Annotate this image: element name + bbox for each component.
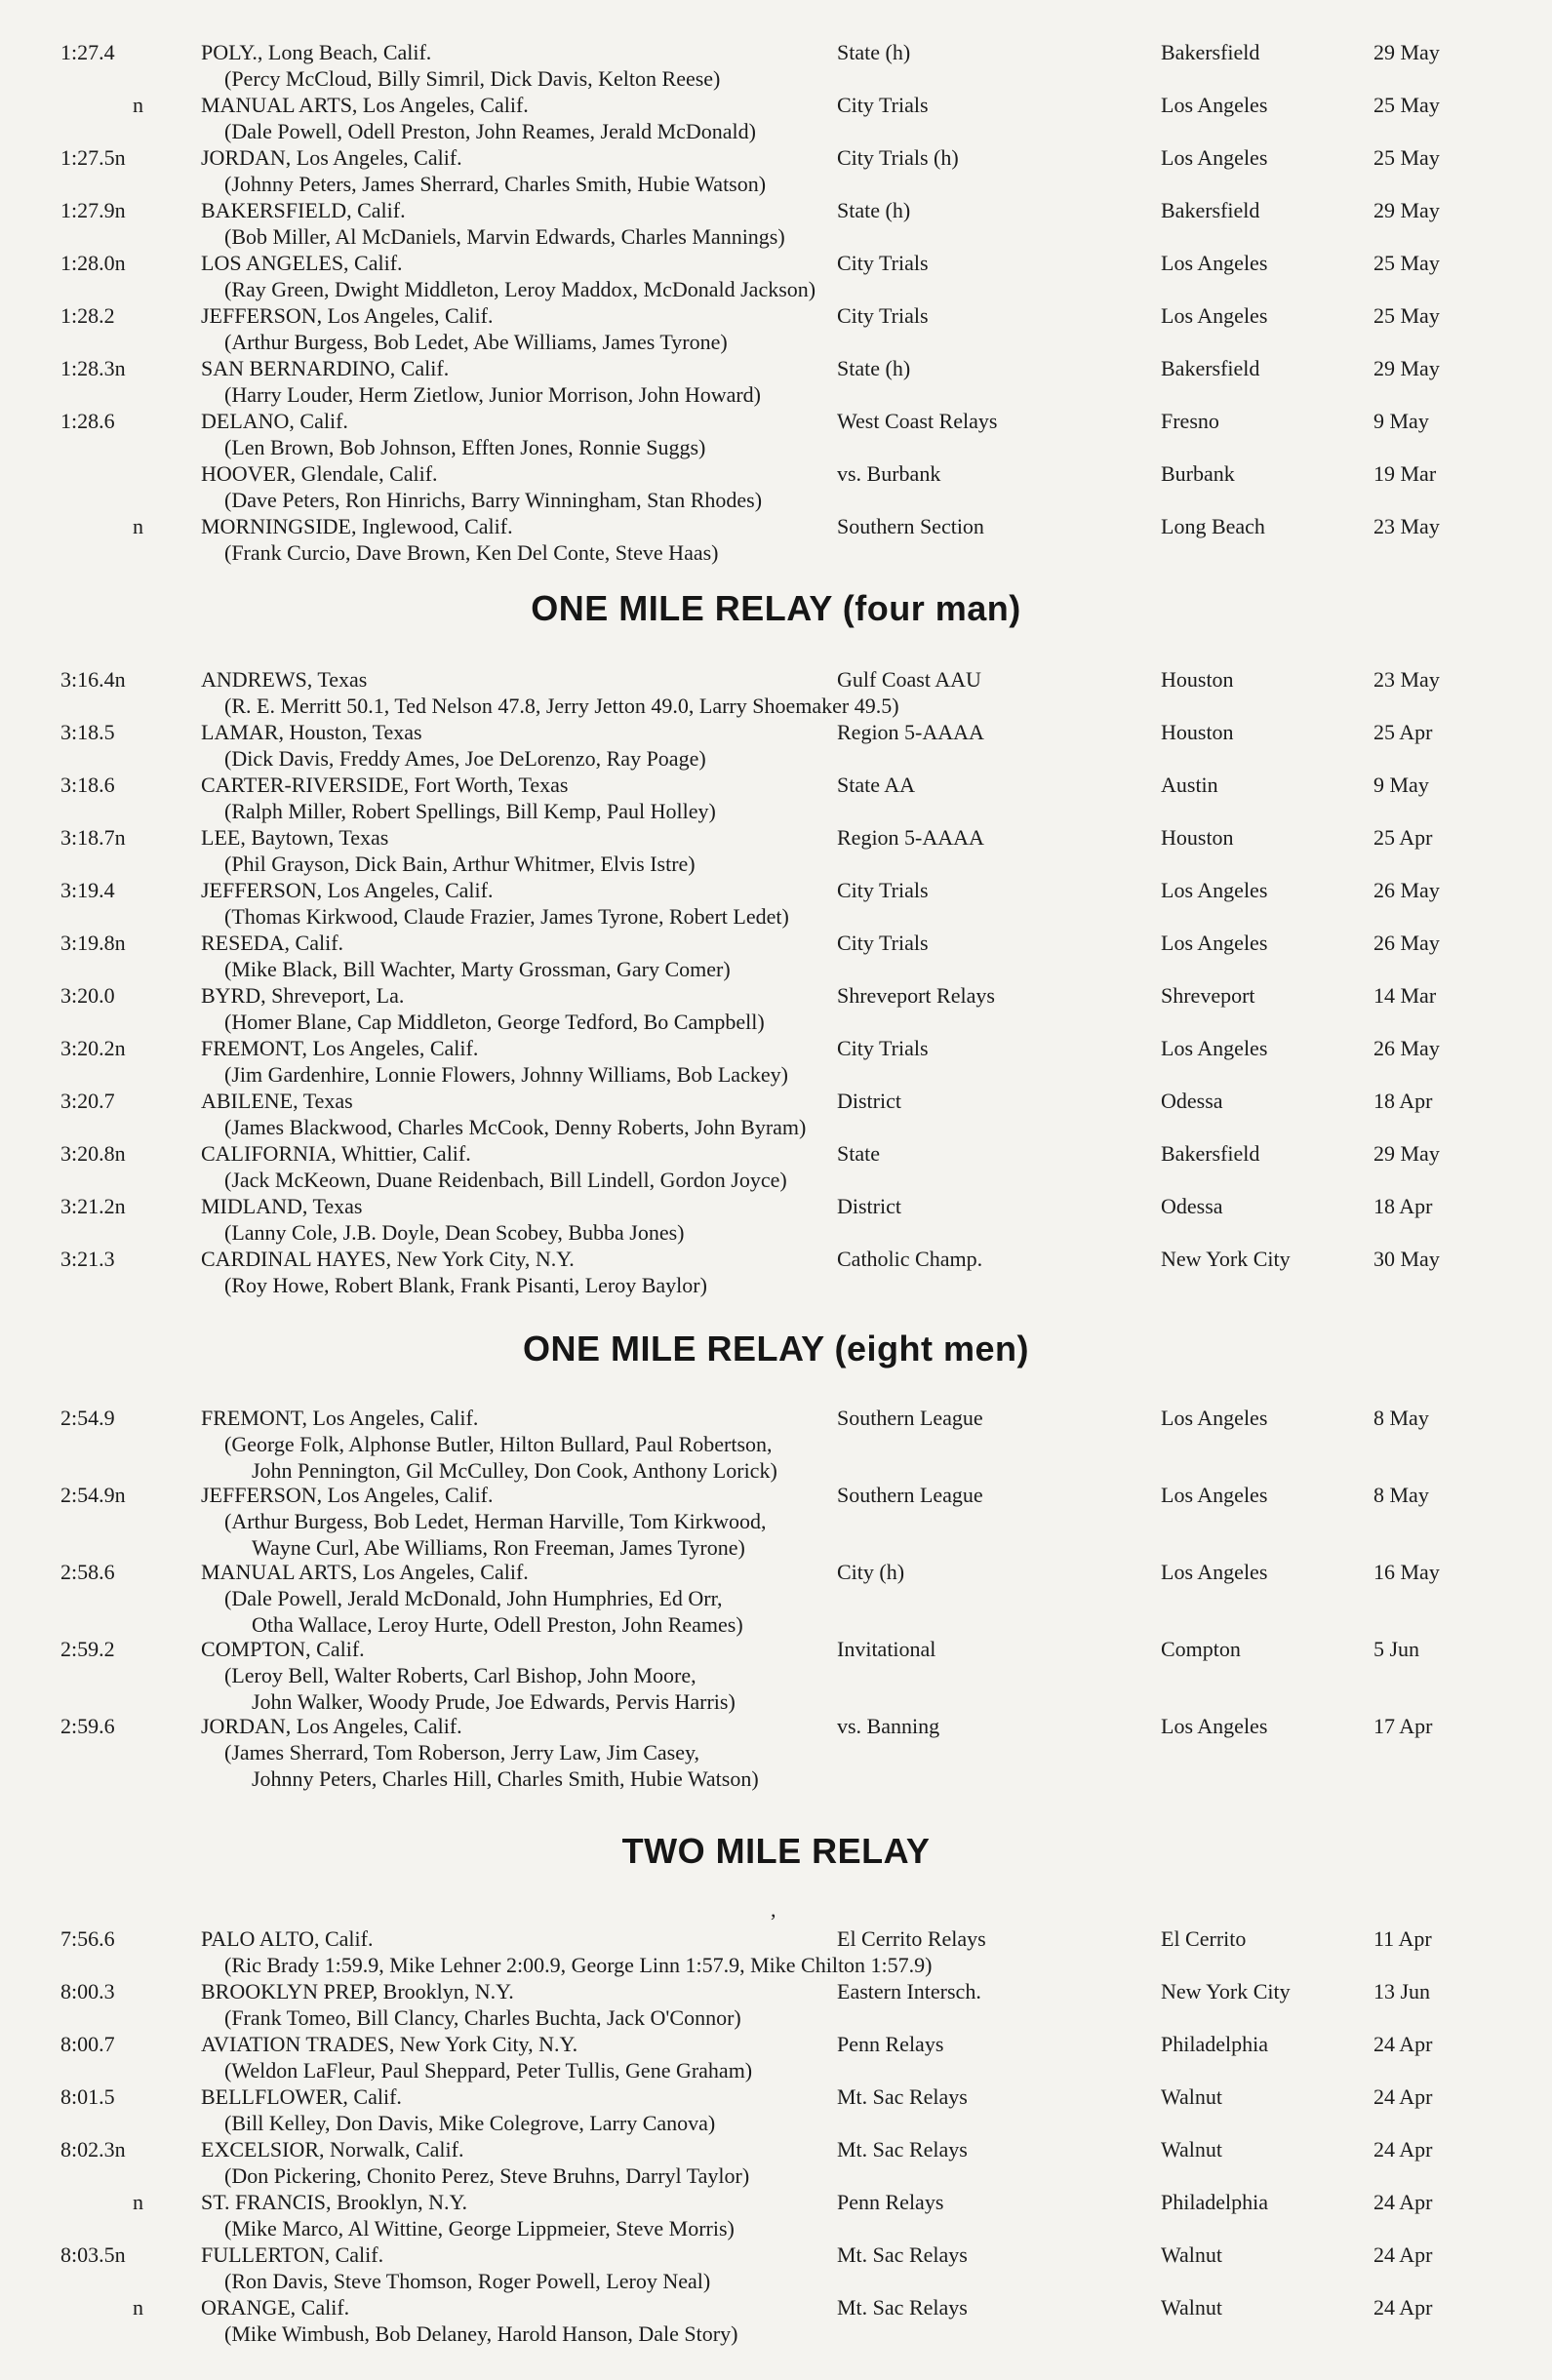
team-members: (Mike Black, Bill Wachter, Marty Grossman, Gary Comer) xyxy=(224,957,731,981)
meet-name: City Trials xyxy=(837,93,929,117)
team-members: (Bill Kelley, Don Davis, Mike Colegrove, Larry Canova) xyxy=(224,2111,716,2135)
time-mark: 3:18.7n xyxy=(60,825,126,850)
meet-name: Penn Relays xyxy=(837,2190,944,2214)
meet-name: Eastern Intersch. xyxy=(837,1979,981,2003)
meet-city: Odessa xyxy=(1161,1194,1223,1218)
meet-date: 16 May xyxy=(1373,1560,1440,1584)
meet-city: Odessa xyxy=(1161,1089,1223,1113)
relay-entry xyxy=(0,666,1552,719)
meet-city: Philadelphia xyxy=(1161,2032,1268,2056)
school-name: SAN BERNARDINO, Calif. xyxy=(201,356,450,380)
time-mark: 8:00.7 xyxy=(60,2032,115,2056)
meet-date: 25 May xyxy=(1373,251,1440,275)
time-mark: 3:19.4 xyxy=(60,878,115,902)
meet-date: 19 Mar xyxy=(1373,461,1437,486)
team-members: (Ric Brady 1:59.9, Mike Lehner 2:00.9, George Linn 1:57.9, Mike Chilton 1:57.9) xyxy=(224,1953,933,1977)
meet-name: City (h) xyxy=(837,1560,905,1584)
meet-date: 18 Apr xyxy=(1373,1194,1433,1218)
meet-city: New York City xyxy=(1161,1247,1291,1271)
time-mark: 1:28.0n xyxy=(60,251,126,275)
team-members: (Ray Green, Dwight Middleton, Leroy Maddox, McDonald Jackson) xyxy=(224,277,816,301)
meet-date: 8 May xyxy=(1373,1406,1429,1430)
meet-date: 24 Apr xyxy=(1373,2295,1433,2320)
meet-date: 25 Apr xyxy=(1373,825,1433,850)
team-members: (George Folk, Alphonse Butler, Hilton Bullard, Paul Robertson, xyxy=(224,1432,773,1456)
time-mark: 2:54.9 xyxy=(60,1406,115,1430)
meet-date: 26 May xyxy=(1373,931,1440,955)
meet-date: 29 May xyxy=(1373,1141,1440,1166)
team-members: (Arthur Burgess, Bob Ledet, Abe Williams, James Tyrone) xyxy=(224,330,728,354)
meet-name: Southern League xyxy=(837,1406,983,1430)
relay-entry xyxy=(0,1140,1552,1193)
team-members: (Dick Davis, Freddy Ames, Joe DeLorenzo, Ray Poage) xyxy=(224,746,706,771)
team-members: (Don Pickering, Chonito Perez, Steve Bruhns, Darryl Taylor) xyxy=(224,2163,750,2188)
meet-city: Walnut xyxy=(1161,2242,1222,2267)
school-name: ANDREWS, Texas xyxy=(201,667,368,692)
relay-entry xyxy=(0,719,1552,772)
meet-name: Southern Section xyxy=(837,514,984,538)
relay-entry xyxy=(0,824,1552,877)
relay-entry xyxy=(0,302,1552,355)
meet-city: Los Angeles xyxy=(1161,1036,1268,1060)
section-heading: ONE MILE RELAY (eight men) xyxy=(522,1329,1030,1368)
meet-date: 13 Jun xyxy=(1373,1979,1431,2003)
team-members: (Frank Curcio, Dave Brown, Ken Del Conte, Steve Haas) xyxy=(224,540,719,565)
meet-city: Compton xyxy=(1161,1637,1241,1661)
relay-entry xyxy=(0,2189,1552,2241)
meet-city: Los Angeles xyxy=(1161,303,1268,328)
meet-date: 24 Apr xyxy=(1373,2084,1433,2109)
team-members: (Mike Marco, Al Wittine, George Lippmeier, Steve Morris) xyxy=(224,2216,735,2241)
team-members: (Lanny Cole, J.B. Doyle, Dean Scobey, Bubba Jones) xyxy=(224,1220,685,1245)
meet-city: Burbank xyxy=(1161,461,1235,486)
relay-entry xyxy=(0,1482,1552,1561)
time-mark: 3:20.8n xyxy=(60,1141,126,1166)
meet-name: Region 5-AAAA xyxy=(837,720,984,744)
meet-name: State (h) xyxy=(837,198,911,222)
meet-name: District xyxy=(837,1194,901,1218)
relay-entry xyxy=(0,2136,1552,2189)
time-mark: 3:16.4n xyxy=(60,667,126,692)
relay-entry xyxy=(0,197,1552,250)
meet-name: vs. Banning xyxy=(837,1714,940,1738)
meet-name: City Trials xyxy=(837,1036,929,1060)
relay-entry xyxy=(0,877,1552,930)
school-name: LEE, Baytown, Texas xyxy=(201,825,389,850)
relay-entry xyxy=(0,930,1552,982)
meet-date: 24 Apr xyxy=(1373,2032,1433,2056)
time-mark: 3:20.2n xyxy=(60,1036,126,1060)
relay-entry xyxy=(0,408,1552,460)
relay-entry xyxy=(0,250,1552,302)
time-mark: 1:27.9n xyxy=(60,198,126,222)
meet-name: State (h) xyxy=(837,40,911,64)
school-name: CARDINAL HAYES, New York City, N.Y. xyxy=(201,1247,575,1271)
meet-city: Bakersfield xyxy=(1161,1141,1260,1166)
stray-mark: , xyxy=(771,1897,776,1922)
meet-name: State xyxy=(837,1141,880,1166)
team-members: Johnny Peters, Charles Hill, Charles Smith, Hubie Watson) xyxy=(252,1766,759,1791)
meet-name: El Cerrito Relays xyxy=(837,1926,986,1951)
relay-entry xyxy=(0,355,1552,408)
relay-entry xyxy=(0,2083,1552,2136)
relay-entry xyxy=(0,1246,1552,1298)
meet-name: Catholic Champ. xyxy=(837,1247,983,1271)
meet-city: Los Angeles xyxy=(1161,878,1268,902)
meet-city: Walnut xyxy=(1161,2137,1222,2162)
team-members: (Dale Powell, Odell Preston, John Reames, Jerald McDonald) xyxy=(224,119,756,143)
meet-name: Mt. Sac Relays xyxy=(837,2242,968,2267)
meet-name: Mt. Sac Relays xyxy=(837,2137,968,2162)
team-members: (Leroy Bell, Walter Roberts, Carl Bishop, John Moore, xyxy=(224,1663,696,1687)
meet-name: Invitational xyxy=(837,1637,936,1661)
meet-city: Houston xyxy=(1161,825,1234,850)
relay-entry xyxy=(0,1035,1552,1088)
meet-city: Houston xyxy=(1161,667,1234,692)
team-members: (Homer Blane, Cap Middleton, George Tedford, Bo Campbell) xyxy=(224,1010,765,1034)
meet-date: 14 Mar xyxy=(1373,983,1437,1008)
meet-city: El Cerrito xyxy=(1161,1926,1247,1951)
time-mark: 3:20.0 xyxy=(60,983,115,1008)
meet-city: New York City xyxy=(1161,1979,1291,2003)
school-name: BAKERSFIELD, Calif. xyxy=(201,198,406,222)
meet-city: Long Beach xyxy=(1161,514,1265,538)
meet-name: Shreveport Relays xyxy=(837,983,995,1008)
school-name: FULLERTON, Calif. xyxy=(201,2242,384,2267)
relay-entry xyxy=(0,460,1552,513)
section-heading: TWO MILE RELAY xyxy=(621,1831,931,1871)
relay-entry xyxy=(0,144,1552,197)
meet-date: 9 May xyxy=(1373,409,1429,433)
relay-entry xyxy=(0,1978,1552,2031)
team-members: (Dale Powell, Jerald McDonald, John Humphries, Ed Orr, xyxy=(224,1586,723,1610)
team-members: John Pennington, Gil McCulley, Don Cook, Anthony Lorick) xyxy=(252,1458,777,1483)
meet-city: Austin xyxy=(1161,773,1218,797)
time-mark: n xyxy=(133,2295,143,2320)
school-name: BELLFLOWER, Calif. xyxy=(201,2084,402,2109)
meet-city: Los Angeles xyxy=(1161,93,1268,117)
meet-date: 24 Apr xyxy=(1373,2242,1433,2267)
meet-city: Los Angeles xyxy=(1161,1406,1268,1430)
relay-entry xyxy=(0,1636,1552,1715)
meet-date: 17 Apr xyxy=(1373,1714,1433,1738)
relay-entry xyxy=(0,772,1552,824)
time-mark: 8:01.5 xyxy=(60,2084,115,2109)
time-mark: 3:19.8n xyxy=(60,931,126,955)
team-members: (Len Brown, Bob Johnson, Efften Jones, Ronnie Suggs) xyxy=(224,435,706,459)
relay-entry xyxy=(0,39,1552,92)
meet-date: 25 May xyxy=(1373,303,1440,328)
time-mark: 2:59.6 xyxy=(60,1714,115,1738)
meet-date: 25 May xyxy=(1373,145,1440,170)
team-members: (Ralph Miller, Robert Spellings, Bill Kemp, Paul Holley) xyxy=(224,799,716,823)
time-mark: n xyxy=(133,93,143,117)
meet-city: Los Angeles xyxy=(1161,1560,1268,1584)
meet-name: Mt. Sac Relays xyxy=(837,2295,968,2320)
relay-entry xyxy=(0,1925,1552,1978)
team-members: John Walker, Woody Prude, Joe Edwards, Pervis Harris) xyxy=(252,1689,736,1714)
school-name: ST. FRANCIS, Brooklyn, N.Y. xyxy=(201,2190,468,2214)
meet-city: Walnut xyxy=(1161,2084,1222,2109)
time-mark: 8:02.3n xyxy=(60,2137,126,2162)
meet-date: 25 Apr xyxy=(1373,720,1433,744)
school-name: JEFFERSON, Los Angeles, Calif. xyxy=(201,1483,494,1507)
meet-name: State AA xyxy=(837,773,916,797)
meet-date: 26 May xyxy=(1373,878,1440,902)
relay-entry xyxy=(0,2294,1552,2347)
meet-name: Penn Relays xyxy=(837,2032,944,2056)
time-mark: n xyxy=(133,514,143,538)
relay-entry xyxy=(0,92,1552,144)
meet-name: Region 5-AAAA xyxy=(837,825,984,850)
team-members: (Thomas Kirkwood, Claude Frazier, James Tyrone, Robert Ledet) xyxy=(224,904,789,929)
meet-name: Gulf Coast AAU xyxy=(837,667,981,692)
team-members: (Johnny Peters, James Sherrard, Charles Smith, Hubie Watson) xyxy=(224,172,767,196)
meet-date: 30 May xyxy=(1373,1247,1440,1271)
meet-name: City Trials xyxy=(837,303,929,328)
school-name: ORANGE, Calif. xyxy=(201,2295,350,2320)
school-name: ABILENE, Texas xyxy=(201,1089,353,1113)
school-name: MORNINGSIDE, Inglewood, Calif. xyxy=(201,514,513,538)
section-heading: ONE MILE RELAY (four man) xyxy=(531,588,1021,628)
meet-city: Los Angeles xyxy=(1161,145,1268,170)
meet-name: West Coast Relays xyxy=(837,409,998,433)
meet-city: Bakersfield xyxy=(1161,198,1260,222)
meet-city: Los Angeles xyxy=(1161,251,1268,275)
team-members: (Roy Howe, Robert Blank, Frank Pisanti, Leroy Baylor) xyxy=(224,1273,707,1297)
school-name: JEFFERSON, Los Angeles, Calif. xyxy=(201,878,494,902)
meet-city: Los Angeles xyxy=(1161,931,1268,955)
meet-date: 29 May xyxy=(1373,198,1440,222)
meet-name: City Trials xyxy=(837,251,929,275)
meet-date: 25 May xyxy=(1373,93,1440,117)
team-members: (Bob Miller, Al McDaniels, Marvin Edwards, Charles Mannings) xyxy=(224,224,785,249)
school-name: LAMAR, Houston, Texas xyxy=(201,720,422,744)
team-members: (James Sherrard, Tom Roberson, Jerry Law, Jim Casey, xyxy=(224,1740,700,1765)
relay-entry xyxy=(0,2031,1552,2083)
team-members: (Arthur Burgess, Bob Ledet, Herman Harville, Tom Kirkwood, xyxy=(224,1509,767,1533)
time-mark: 2:58.6 xyxy=(60,1560,115,1584)
meet-name: City Trials xyxy=(837,878,929,902)
school-name: FREMONT, Los Angeles, Calif. xyxy=(201,1406,479,1430)
time-mark: 8:03.5n xyxy=(60,2242,126,2267)
team-members: (Percy McCloud, Billy Simril, Dick Davis, Kelton Reese) xyxy=(224,66,721,91)
meet-date: 24 Apr xyxy=(1373,2137,1433,2162)
time-mark: 2:54.9n xyxy=(60,1483,126,1507)
school-name: POLY., Long Beach, Calif. xyxy=(201,40,432,64)
meet-city: Los Angeles xyxy=(1161,1483,1268,1507)
time-mark: 1:28.6 xyxy=(60,409,115,433)
school-name: PALO ALTO, Calif. xyxy=(201,1926,374,1951)
meet-date: 11 Apr xyxy=(1373,1926,1432,1951)
meet-city: Walnut xyxy=(1161,2295,1222,2320)
meet-city: Bakersfield xyxy=(1161,40,1260,64)
school-name: MIDLAND, Texas xyxy=(201,1194,363,1218)
school-name: LOS ANGELES, Calif. xyxy=(201,251,403,275)
meet-date: 29 May xyxy=(1373,356,1440,380)
team-members: (Mike Wimbush, Bob Delaney, Harold Hanson, Dale Story) xyxy=(224,2321,738,2346)
team-members: (Jack McKeown, Duane Reidenbach, Bill Lindell, Gordon Joyce) xyxy=(224,1168,787,1192)
team-members: (Weldon LaFleur, Paul Sheppard, Peter Tullis, Gene Graham) xyxy=(224,2058,753,2082)
school-name: FREMONT, Los Angeles, Calif. xyxy=(201,1036,479,1060)
time-mark: 3:18.6 xyxy=(60,773,115,797)
meet-name: State (h) xyxy=(837,356,911,380)
school-name: RESEDA, Calif. xyxy=(201,931,344,955)
relay-entry xyxy=(0,513,1552,566)
team-members: (Frank Tomeo, Bill Clancy, Charles Buchta, Jack O'Connor) xyxy=(224,2005,741,2030)
meet-city: Philadelphia xyxy=(1161,2190,1268,2214)
meet-date: 8 May xyxy=(1373,1483,1429,1507)
time-mark: 1:27.4 xyxy=(60,40,115,64)
school-name: AVIATION TRADES, New York City, N.Y. xyxy=(201,2032,578,2056)
time-mark: n xyxy=(133,2190,143,2214)
meet-date: 26 May xyxy=(1373,1036,1440,1060)
school-name: DELANO, Calif. xyxy=(201,409,348,433)
school-name: JEFFERSON, Los Angeles, Calif. xyxy=(201,303,494,328)
meet-date: 18 Apr xyxy=(1373,1089,1433,1113)
relay-entry xyxy=(0,982,1552,1035)
team-members: (Dave Peters, Ron Hinrichs, Barry Winningham, Stan Rhodes) xyxy=(224,488,763,512)
meet-date: 23 May xyxy=(1373,667,1440,692)
school-name: BROOKLYN PREP, Brooklyn, N.Y. xyxy=(201,1979,514,2003)
time-mark: 3:18.5 xyxy=(60,720,115,744)
relay-entry xyxy=(0,1713,1552,1792)
meet-name: City Trials (h) xyxy=(837,145,959,170)
team-members: (Phil Grayson, Dick Bain, Arthur Whitmer, Elvis Istre) xyxy=(224,852,696,876)
relay-entry xyxy=(0,2241,1552,2294)
meet-name: District xyxy=(837,1089,901,1113)
team-members: (R. E. Merritt 50.1, Ted Nelson 47.8, Jerry Jetton 49.0, Larry Shoemaker 49.5) xyxy=(224,694,899,718)
school-name: JORDAN, Los Angeles, Calif. xyxy=(201,1714,462,1738)
meet-city: Bakersfield xyxy=(1161,356,1260,380)
school-name: MANUAL ARTS, Los Angeles, Calif. xyxy=(201,1560,529,1584)
meet-name: Southern League xyxy=(837,1483,983,1507)
meet-date: 24 Apr xyxy=(1373,2190,1433,2214)
team-members: (Harry Louder, Herm Zietlow, Junior Morrison, John Howard) xyxy=(224,382,762,407)
meet-city: Shreveport xyxy=(1161,983,1255,1008)
school-name: HOOVER, Glendale, Calif. xyxy=(201,461,438,486)
school-name: CARTER-RIVERSIDE, Fort Worth, Texas xyxy=(201,773,569,797)
time-mark: 3:21.2n xyxy=(60,1194,126,1218)
meet-city: Fresno xyxy=(1161,409,1219,433)
meet-date: 5 Jun xyxy=(1373,1637,1420,1661)
school-name: CALIFORNIA, Whittier, Calif. xyxy=(201,1141,471,1166)
time-mark: 3:21.3 xyxy=(60,1247,115,1271)
school-name: MANUAL ARTS, Los Angeles, Calif. xyxy=(201,93,529,117)
team-members: Wayne Curl, Abe Williams, Ron Freeman, James Tyrone) xyxy=(252,1535,745,1560)
time-mark: 7:56.6 xyxy=(60,1926,115,1951)
meet-date: 23 May xyxy=(1373,514,1440,538)
relay-entry xyxy=(0,1193,1552,1246)
meet-name: Mt. Sac Relays xyxy=(837,2084,968,2109)
relay-entry xyxy=(0,1405,1552,1484)
team-members: (James Blackwood, Charles McCook, Denny Roberts, John Byram) xyxy=(224,1115,807,1139)
meet-date: 9 May xyxy=(1373,773,1429,797)
school-name: JORDAN, Los Angeles, Calif. xyxy=(201,145,462,170)
school-name: COMPTON, Calif. xyxy=(201,1637,365,1661)
time-mark: 8:00.3 xyxy=(60,1979,115,2003)
time-mark: 1:28.2 xyxy=(60,303,115,328)
time-mark: 2:59.2 xyxy=(60,1637,115,1661)
meet-city: Los Angeles xyxy=(1161,1714,1268,1738)
meet-city: Houston xyxy=(1161,720,1234,744)
team-members: (Jim Gardenhire, Lonnie Flowers, Johnny Williams, Bob Lackey) xyxy=(224,1062,788,1087)
meet-date: 29 May xyxy=(1373,40,1440,64)
school-name: BYRD, Shreveport, La. xyxy=(201,983,405,1008)
meet-name: City Trials xyxy=(837,931,929,955)
time-mark: 3:20.7 xyxy=(60,1089,115,1113)
meet-name: vs. Burbank xyxy=(837,461,941,486)
team-members: Otha Wallace, Leroy Hurte, Odell Preston, John Reames) xyxy=(252,1612,743,1637)
time-mark: 1:27.5n xyxy=(60,145,126,170)
time-mark: 1:28.3n xyxy=(60,356,126,380)
school-name: EXCELSIOR, Norwalk, Calif. xyxy=(201,2137,464,2162)
relay-entry xyxy=(0,1559,1552,1638)
team-members: (Ron Davis, Steve Thomson, Roger Powell, Leroy Neal) xyxy=(224,2269,711,2293)
relay-entry xyxy=(0,1088,1552,1140)
